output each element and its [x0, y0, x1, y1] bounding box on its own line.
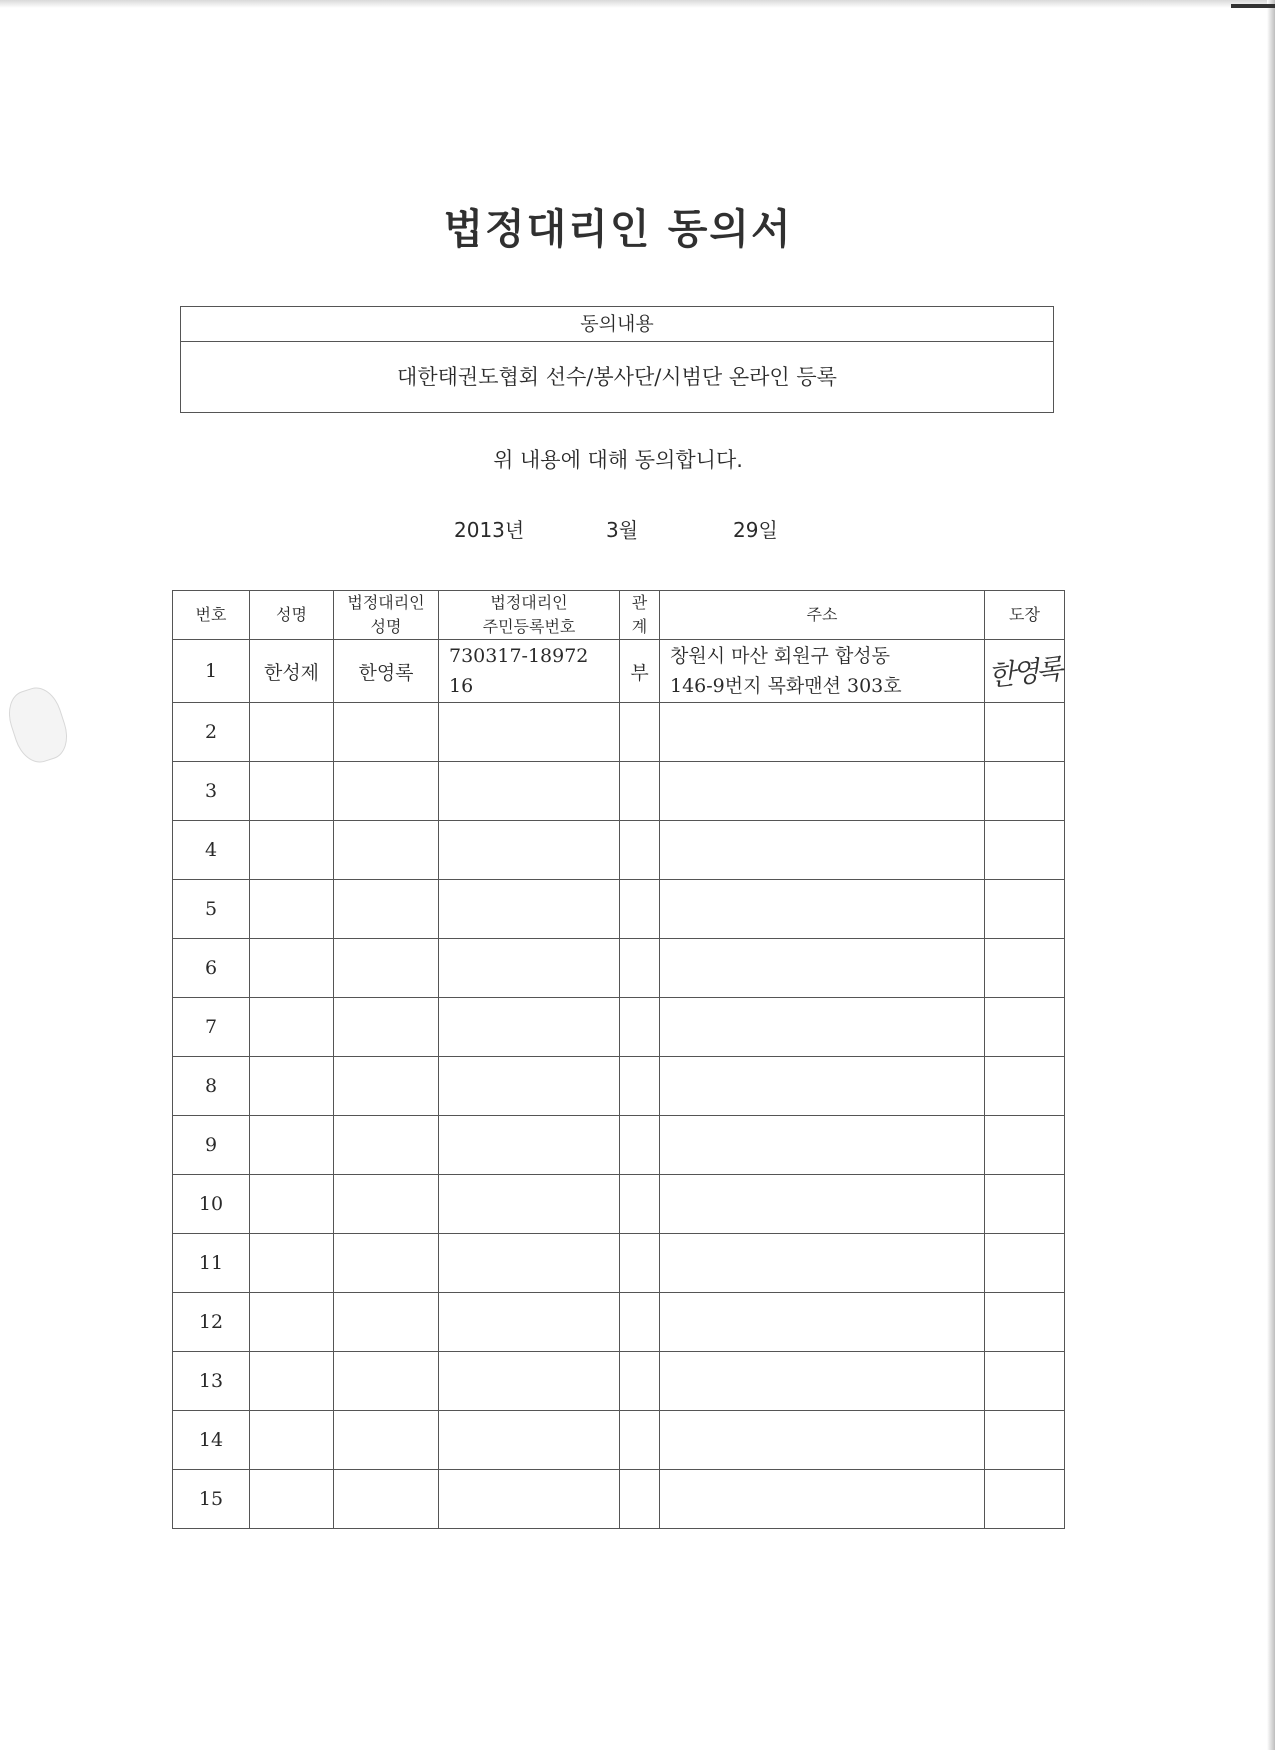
table-row [173, 939, 1065, 998]
table-row [173, 1057, 1065, 1116]
header-relation-line2: 계 [631, 617, 648, 636]
scan-edge-right [1267, 0, 1275, 1750]
cell-name [250, 1116, 334, 1175]
cell-relation [620, 821, 660, 880]
cell-guardian-name [334, 703, 439, 762]
cell-address [660, 939, 985, 998]
agreement-statement: 위 내용에 대해 동의합니다. [493, 448, 743, 472]
cell-name [250, 821, 334, 880]
cell-guardian-id [439, 703, 620, 762]
table-row [173, 1470, 1065, 1529]
address-line2: 146-9번지 목화맨션 303호 [670, 675, 902, 697]
cell-guardian-name [334, 762, 439, 821]
cell-address [660, 1293, 985, 1352]
cell-relation: 부 [620, 640, 660, 703]
header-no: 번호 [173, 591, 250, 640]
cell-address [660, 1116, 985, 1175]
cell-relation [620, 1234, 660, 1293]
address-line1: 창원시 마산 회원구 합성동 [670, 645, 891, 667]
cell-guardian-id [439, 939, 620, 998]
cell-address [660, 1352, 985, 1411]
guardian-id-line2: 16 [449, 675, 474, 697]
cell-relation [620, 1116, 660, 1175]
cell-seal [985, 1057, 1065, 1116]
table-row [173, 703, 1065, 762]
cell-address [660, 1411, 985, 1470]
cell-guardian-name [334, 880, 439, 939]
cell-address [660, 1234, 985, 1293]
cell-seal [985, 998, 1065, 1057]
cell-name [250, 1057, 334, 1116]
consent-text: 대한태권도협회 선수/봉사단/시범단 온라인 등록 [397, 365, 837, 389]
cell-seal [985, 1175, 1065, 1234]
cell-seal [985, 880, 1065, 939]
cell-guardian-name [334, 1293, 439, 1352]
cell-relation [620, 998, 660, 1057]
cell-address [660, 1175, 985, 1234]
cell-address [660, 1057, 985, 1116]
cell-guardian-id [439, 762, 620, 821]
cell-guardian-id [439, 640, 620, 703]
cell-seal [985, 1234, 1065, 1293]
table-header-row [173, 591, 1065, 640]
table-row [173, 1293, 1065, 1352]
cell-guardian-id [439, 998, 620, 1057]
header-guardian-id-line1: 법정대리인 [490, 593, 568, 612]
cell-guardian-id [439, 1411, 620, 1470]
table-row [173, 1116, 1065, 1175]
header-relation [620, 591, 660, 640]
cell-no: 2 [173, 703, 250, 762]
cell-name [250, 1470, 334, 1529]
cell-relation [620, 1175, 660, 1234]
cell-no: 6 [173, 939, 250, 998]
cell-relation [620, 1293, 660, 1352]
cell-name [250, 762, 334, 821]
cell-no: 8 [173, 1057, 250, 1116]
cell-name [250, 703, 334, 762]
guardian-id-line1: 730317-18972 [449, 645, 589, 667]
cell-name [250, 1293, 334, 1352]
consent-box [180, 306, 1054, 413]
cell-guardian-name [334, 1470, 439, 1529]
scan-edge-top [0, 0, 1275, 8]
cell-relation [620, 1057, 660, 1116]
cell-relation [620, 939, 660, 998]
cell-seal [985, 1470, 1065, 1529]
cell-guardian-name [334, 1175, 439, 1234]
cell-address [660, 821, 985, 880]
date-year: 2013년 [454, 518, 525, 542]
cell-guardian-name [334, 1116, 439, 1175]
cell-guardian-id [439, 821, 620, 880]
cell-relation [620, 1470, 660, 1529]
cell-guardian-id [439, 1234, 620, 1293]
header-guardian-name-line2: 성명 [370, 617, 402, 636]
cell-no: 15 [173, 1470, 250, 1529]
cell-seal [985, 640, 1065, 703]
cell-guardian-name [334, 998, 439, 1057]
header-relation-line1: 관 [631, 593, 648, 612]
cell-name [250, 880, 334, 939]
cell-relation [620, 1352, 660, 1411]
cell-no: 13 [173, 1352, 250, 1411]
cell-relation [620, 880, 660, 939]
cell-guardian-name [334, 939, 439, 998]
cell-name [250, 1411, 334, 1470]
header-name: 성명 [250, 591, 334, 640]
document-title: 법정대리인 동의서 [443, 205, 793, 253]
handwritten-signature: 한영록 [987, 652, 1063, 693]
table-row [173, 998, 1065, 1057]
cell-seal [985, 703, 1065, 762]
table-row [173, 821, 1065, 880]
cell-name [250, 1352, 334, 1411]
consent-header: 동의내용 [181, 307, 1053, 342]
table-row [173, 1234, 1065, 1293]
cell-name [250, 939, 334, 998]
cell-address [660, 880, 985, 939]
cell-seal [985, 1116, 1065, 1175]
cell-guardian-name [334, 1234, 439, 1293]
header-address: 주소 [660, 591, 985, 640]
table-row [173, 880, 1065, 939]
cell-guardian-id [439, 1293, 620, 1352]
table-row [173, 640, 1065, 703]
cell-guardian-id [439, 1057, 620, 1116]
scan-blot [2, 682, 74, 768]
cell-guardian-name: 한영록 [334, 640, 439, 703]
cell-no: 3 [173, 762, 250, 821]
cell-seal [985, 1293, 1065, 1352]
cell-relation [620, 1411, 660, 1470]
cell-no: 11 [173, 1234, 250, 1293]
cell-guardian-id [439, 1470, 620, 1529]
cell-address [660, 762, 985, 821]
cell-no: 5 [173, 880, 250, 939]
cell-seal [985, 821, 1065, 880]
cell-seal [985, 762, 1065, 821]
cell-address [660, 998, 985, 1057]
cell-no: 10 [173, 1175, 250, 1234]
cell-no: 12 [173, 1293, 250, 1352]
cell-guardian-id [439, 880, 620, 939]
table-row [173, 1352, 1065, 1411]
header-guardian-id [439, 591, 620, 640]
cell-name [250, 998, 334, 1057]
cell-name [250, 1175, 334, 1234]
cell-no: 1 [173, 640, 250, 703]
header-guardian-name-line1: 법정대리인 [347, 593, 425, 612]
cell-guardian-id [439, 1352, 620, 1411]
cell-no: 4 [173, 821, 250, 880]
cell-guardian-name [334, 821, 439, 880]
guardian-table [172, 590, 1065, 1529]
cell-relation [620, 762, 660, 821]
cell-no: 14 [173, 1411, 250, 1470]
table-row [173, 1411, 1065, 1470]
table-row [173, 1175, 1065, 1234]
cell-no: 7 [173, 998, 250, 1057]
header-seal: 도장 [985, 591, 1065, 640]
cell-guardian-id [439, 1175, 620, 1234]
cell-seal [985, 939, 1065, 998]
cell-no: 9 [173, 1116, 250, 1175]
cell-address [660, 1470, 985, 1529]
cell-guardian-name [334, 1057, 439, 1116]
cell-seal [985, 1411, 1065, 1470]
cell-seal [985, 1352, 1065, 1411]
date-month: 3월 [606, 518, 639, 542]
cell-name: 한성제 [250, 640, 334, 703]
cell-guardian-name [334, 1411, 439, 1470]
scan-mark [1231, 4, 1275, 8]
cell-guardian-name [334, 1352, 439, 1411]
cell-address [660, 703, 985, 762]
table-row [173, 762, 1065, 821]
cell-name [250, 1234, 334, 1293]
cell-address [660, 640, 985, 703]
header-guardian-name [334, 591, 439, 640]
date-day: 29일 [733, 518, 778, 542]
header-guardian-id-line2: 주민등록번호 [482, 617, 576, 636]
cell-relation [620, 703, 660, 762]
cell-guardian-id [439, 1116, 620, 1175]
